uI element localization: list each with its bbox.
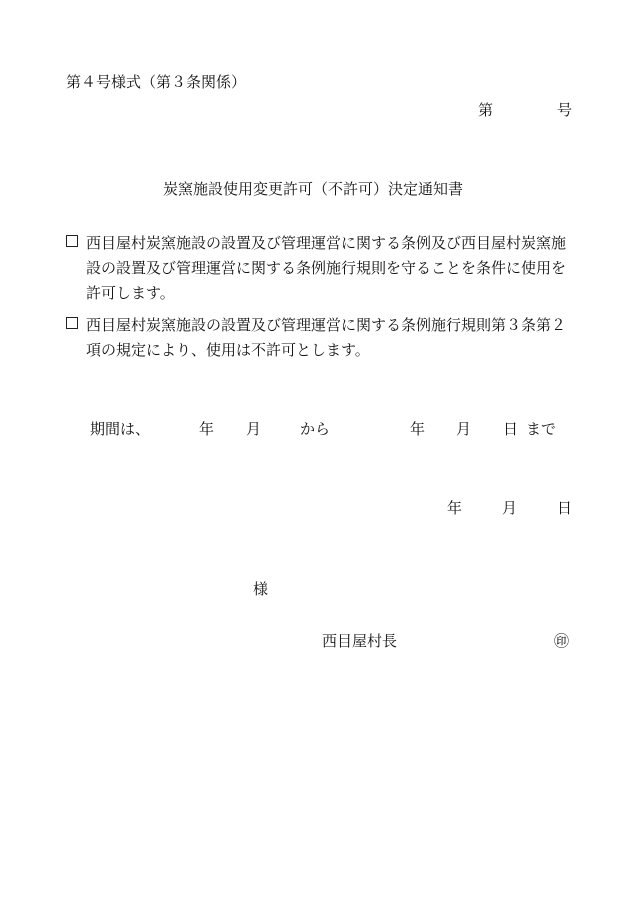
document-number-prefix: 第 — [478, 101, 494, 119]
period-until-label: まで — [526, 420, 557, 438]
date-year-label: 年 — [447, 499, 463, 517]
form-number-label: 第４号様式（第３条関係） — [66, 73, 247, 91]
document-number-suffix: 号 — [557, 101, 573, 119]
addressee-honorific: 様 — [253, 580, 269, 598]
date-day-label: 日 — [557, 499, 573, 517]
checkbox-permit[interactable] — [66, 235, 78, 247]
option-permit — [66, 231, 578, 306]
period-end-month-label: 月 — [456, 420, 472, 438]
issuer-name: 西目屋村長 — [322, 632, 398, 650]
option-permit-text: 西目屋村炭窯施設の設置及び管理運営に関する条例及び西目屋村炭窯施設の設置及び管理運営に関する条例施行規則を守ることを条件に使用を許可します。 — [86, 234, 567, 302]
option-deny — [66, 313, 578, 363]
period-end-day-label: 日 — [503, 420, 519, 438]
checkbox-deny[interactable] — [66, 317, 78, 329]
period-start-year-label: 年 — [199, 420, 215, 438]
seal-mark: ㊞ — [554, 632, 570, 650]
period-from-label: から — [300, 420, 331, 438]
period-end-year-label: 年 — [410, 420, 426, 438]
period-start-month-label: 月 — [246, 420, 262, 438]
date-month-label: 月 — [502, 499, 518, 517]
document-title: 炭窯施設使用変更許可（不許可）決定通知書 — [163, 180, 464, 198]
period-label: 期間は、 — [90, 420, 151, 438]
option-deny-text: 西目屋村炭窯施設の設置及び管理運営に関する条例施行規則第３条第２項の規定により、使用は不許可とします。 — [86, 316, 567, 359]
